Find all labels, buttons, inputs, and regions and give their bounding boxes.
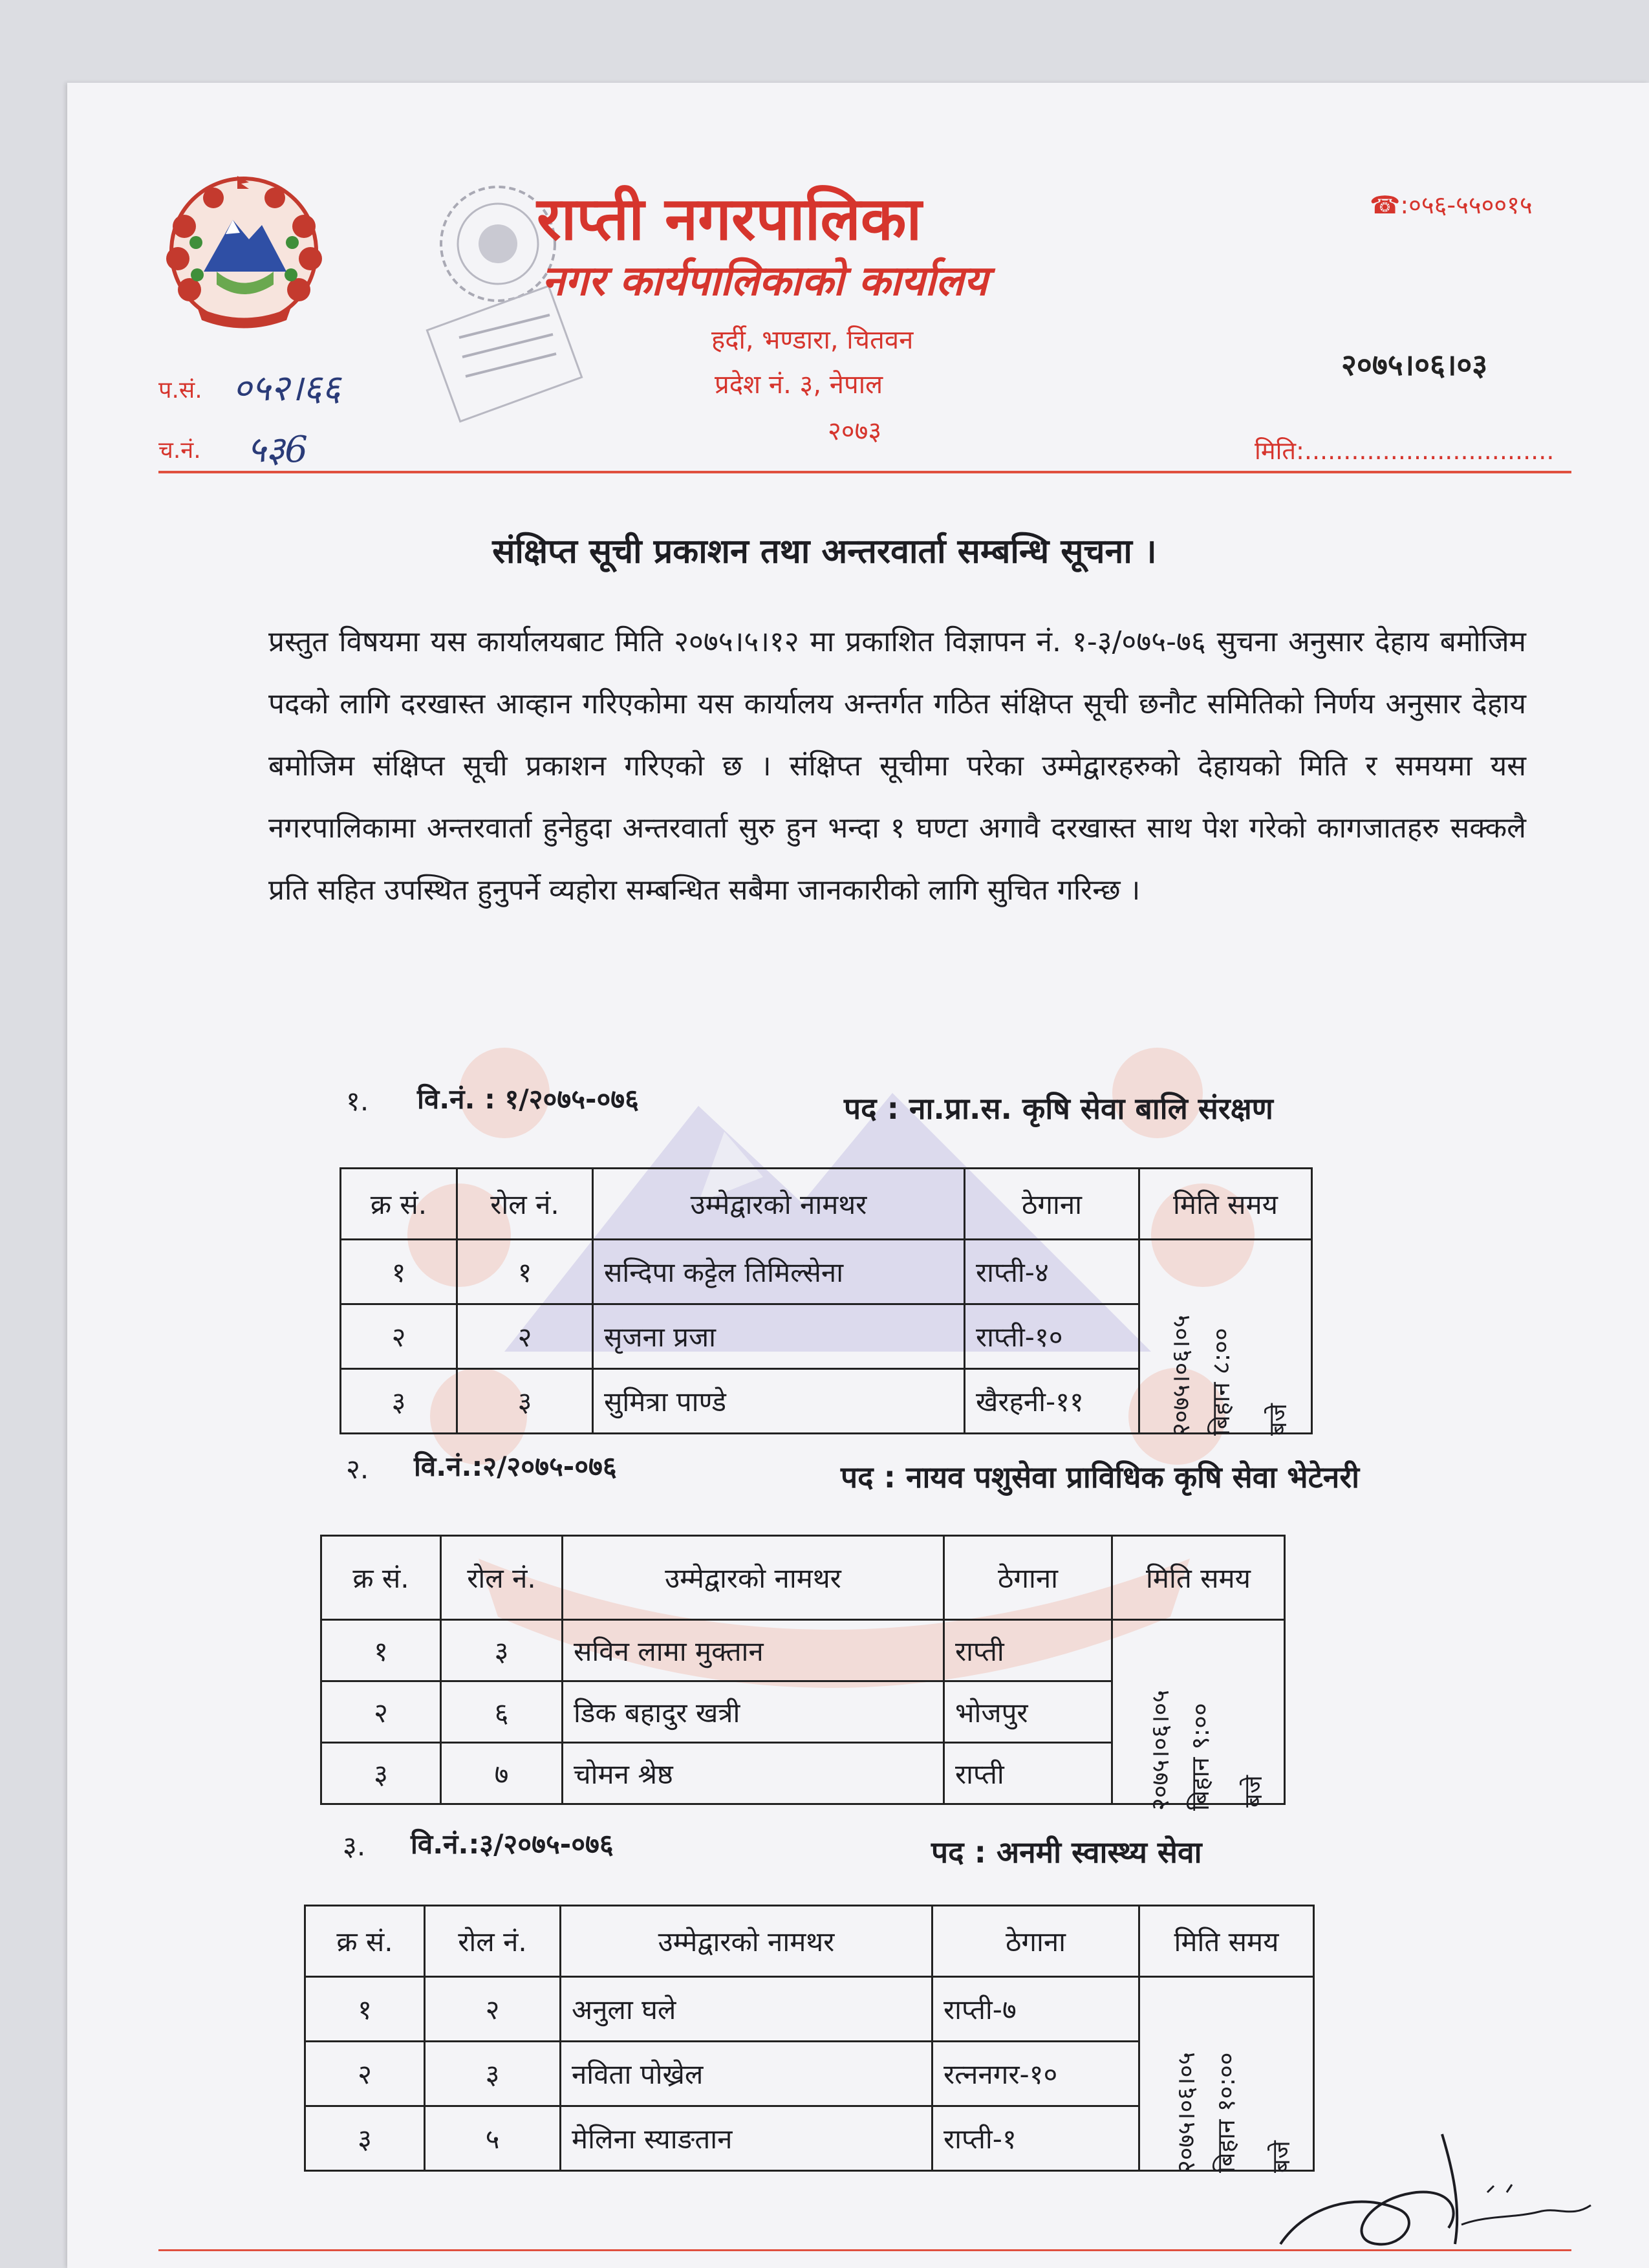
signature-scribble bbox=[1267, 2095, 1630, 2268]
section-3-post: पद : अनमी स्वास्थ्य सेवा bbox=[931, 1835, 1202, 1870]
cell-name: मेलिना स्याङतान bbox=[561, 2106, 932, 2171]
cell-name: चोमन श्रेष्ठ bbox=[563, 1743, 944, 1804]
col-header-roll: रोल नं. bbox=[441, 1536, 563, 1620]
cell-address: राप्ती bbox=[944, 1743, 1112, 1804]
ps-label: प.सं. bbox=[158, 377, 202, 404]
schedule-time: बिहान १०:०० bbox=[1212, 2052, 1240, 2173]
section-1-adv-no: वि.नं. : १/२०७५-०७६ bbox=[417, 1083, 639, 1115]
cell-sn: २ bbox=[341, 1304, 457, 1369]
cell-sn: ३ bbox=[305, 2106, 425, 2171]
letter-date: २०७५।०६।०३ bbox=[1341, 347, 1488, 382]
header-divider bbox=[158, 471, 1571, 473]
cell-address: राप्ती bbox=[944, 1620, 1112, 1681]
col-header-sn: क्र सं. bbox=[341, 1169, 457, 1240]
cell-address: रत्ननगर-१० bbox=[932, 2042, 1139, 2106]
organization-name: राप्ती नगरपालिका bbox=[537, 184, 922, 254]
cell-name: सुमित्रा पाण्डे bbox=[593, 1369, 965, 1434]
cell-roll: २ bbox=[457, 1304, 593, 1369]
cell-address: राप्ती-१० bbox=[965, 1304, 1139, 1369]
section-1-number: १. bbox=[346, 1085, 369, 1117]
phone-number: ☎:०५६-५५००१५ bbox=[1370, 191, 1533, 219]
table-row bbox=[321, 1620, 1285, 1681]
section-1-post: पद : ना.प्रा.स. कृषि सेवा बालि संरक्षण bbox=[844, 1091, 1273, 1126]
cell-roll: २ bbox=[425, 1977, 561, 2042]
cell-roll: ५ bbox=[425, 2106, 561, 2171]
cell-sn: ३ bbox=[341, 1369, 457, 1434]
schedule-date: २०७५।०६।०५ bbox=[1146, 1690, 1174, 1811]
cell-name: नविता पोख्रेल bbox=[561, 2042, 932, 2106]
notice-title: संक्षिप्त सूची प्रकाशन तथा अन्तरवार्ता सम्बन्धि सूचना । bbox=[492, 532, 1157, 571]
office-name: नगर कार्यपालिकाको कार्यालय bbox=[542, 257, 988, 305]
section-2-post: पद : नायव पशुसेवा प्राविधिक कृषि सेवा भेटेनरी bbox=[841, 1460, 1360, 1495]
cn-number-handwritten: ५३6 bbox=[247, 429, 308, 471]
cell-roll: ३ bbox=[425, 2042, 561, 2106]
section-3-adv-no: वि.नं.:३/२०७५-०७६ bbox=[411, 1828, 614, 1860]
notice-body: प्रस्तुत विषयमा यस कार्यालयबाट मिति २०७५।५।१२ मा प्रकाशित विज्ञापन नं. १-३/०७५-७६ सुचना अनुसार देहाय बमोजिम पदको लागि दरखास्त आव्हान गरिएकोमा यस कार्यालय अन्तर्गत गठित संक्षिप्त सूची छनौट समितिको निर्णय अनुसार देहाय बमोजिम संक्षिप्त सूची प्रकाशन गरिएको छ । संक्षिप्त सूचीमा परेका उम्मेद्वारहरुको देहायको मिति र समयमा यस नगरपालिकामा अन्तरवार्ता हुनेहुदा अन्तरवार्ता सुरु हुन भन्दा १ घण्टा अगावै दरखास्त साथ पेश गरेको कागजातहरु सक्कलै प्रति सहित उपस्थित हुनुपर्ने व्यहोरा सम्बन्धित सबैमा जानकारीको लागि सुचित गरिन्छ । bbox=[268, 625, 1526, 907]
col-header-datetime: मिति समय bbox=[1139, 1169, 1312, 1240]
schedule-unit: बजे bbox=[1267, 2141, 1295, 2173]
schedule-date: २०७५।०६।०५ bbox=[1167, 1315, 1195, 1436]
cell-sn: १ bbox=[321, 1620, 441, 1681]
nepal-emblem-logo bbox=[158, 175, 330, 333]
cell-roll: ६ bbox=[441, 1681, 563, 1743]
schedule-unit: बजे bbox=[1239, 1775, 1267, 1808]
cell-roll: ३ bbox=[457, 1369, 593, 1434]
col-header-datetime: मिति समय bbox=[1139, 1906, 1314, 1977]
section-2-table bbox=[320, 1535, 1286, 1805]
cell-address: भोजपुर bbox=[944, 1681, 1112, 1743]
cell-roll: ७ bbox=[441, 1743, 563, 1804]
section-2-number: २. bbox=[346, 1453, 369, 1485]
cell-address: राप्ती-४ bbox=[965, 1240, 1139, 1304]
schedule-time: बिहान ८:०० bbox=[1207, 1328, 1235, 1436]
col-header-name: उम्मेद्वारको नामथर bbox=[561, 1906, 932, 1977]
cell-address: खैरहनी-११ bbox=[965, 1369, 1139, 1434]
cn-label: च.नं. bbox=[158, 437, 201, 464]
cell-roll: ३ bbox=[441, 1620, 563, 1681]
footer-divider bbox=[158, 2249, 1571, 2251]
cell-name: डिक बहादुर खत्री bbox=[563, 1681, 944, 1743]
cell-name: सन्दिपा कट्टेल तिमिल्सेना bbox=[593, 1240, 965, 1304]
col-header-address: ठेगाना bbox=[965, 1169, 1139, 1240]
cell-name: सृजना प्रजा bbox=[593, 1304, 965, 1369]
col-header-sn: क्र सं. bbox=[305, 1906, 425, 1977]
cell-sn: १ bbox=[305, 1977, 425, 2042]
cell-sn: २ bbox=[321, 1681, 441, 1743]
cell-name: अनुला घले bbox=[561, 1977, 932, 2042]
address-line-2: प्रदेश नं. ३, नेपाल bbox=[715, 370, 883, 400]
col-header-name: उम्मेद्वारको नामथर bbox=[593, 1169, 965, 1240]
cell-address: राप्ती-१ bbox=[932, 2106, 1139, 2171]
schedule-date: २०७५।०६।०५ bbox=[1172, 2052, 1200, 2173]
table-row bbox=[305, 1977, 1314, 2042]
col-header-address: ठेगाना bbox=[932, 1906, 1139, 1977]
cell-sn: २ bbox=[305, 2042, 425, 2106]
section-2-adv-no: वि.नं.:२/२०७५-०७६ bbox=[414, 1451, 617, 1482]
cell-name: सविन लामा मुक्तान bbox=[563, 1620, 944, 1681]
date-field: मिति:................................ bbox=[1255, 437, 1555, 465]
col-header-sn: क्र सं. bbox=[321, 1536, 441, 1620]
cell-sn: १ bbox=[341, 1240, 457, 1304]
schedule-time: बिहान ९:०० bbox=[1186, 1703, 1214, 1811]
address-line-1: हर्दी, भण्डारा, चितवन bbox=[711, 325, 914, 355]
cell-sn: ३ bbox=[321, 1743, 441, 1804]
cell-roll: १ bbox=[457, 1240, 593, 1304]
ps-number-handwritten: ०५२।६६ bbox=[233, 367, 341, 409]
col-header-roll: रोल नं. bbox=[457, 1169, 593, 1240]
col-header-name: उम्मेद्वारको नामथर bbox=[563, 1536, 944, 1620]
established-year: २०७३ bbox=[828, 416, 882, 446]
section-3-number: ३. bbox=[343, 1830, 366, 1862]
col-header-datetime: मिति समय bbox=[1112, 1536, 1285, 1620]
col-header-address: ठेगाना bbox=[944, 1536, 1112, 1620]
section-3-table bbox=[304, 1905, 1315, 2172]
schedule-unit: बजे bbox=[1264, 1403, 1292, 1436]
cell-address: राप्ती-७ bbox=[932, 1977, 1139, 2042]
col-header-roll: रोल नं. bbox=[425, 1906, 561, 1977]
